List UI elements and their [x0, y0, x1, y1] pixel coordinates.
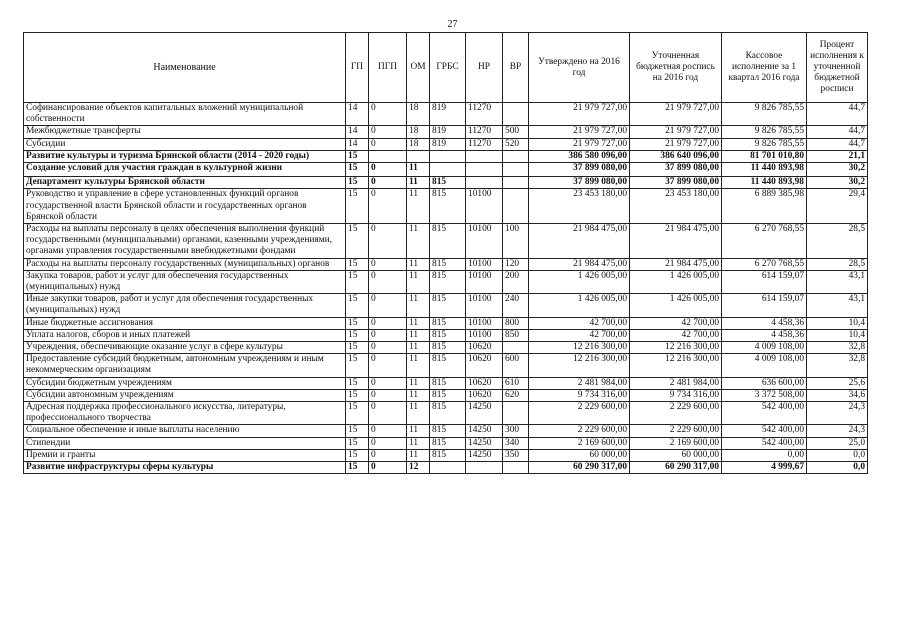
- cell-grbs: 815: [430, 224, 466, 259]
- table-row: [24, 462, 868, 474]
- cell-percent: 28,5: [807, 258, 868, 270]
- cell-ppgp: 0: [369, 317, 407, 329]
- table-row: [24, 189, 868, 224]
- cell-gp: 15: [346, 163, 369, 177]
- cell-vr: 500: [503, 126, 529, 138]
- cell-approved: 23 453 180,00: [529, 189, 630, 224]
- cell-cash: 6 270 768,55: [722, 224, 807, 259]
- cell-ppgp: 0: [369, 329, 407, 341]
- cell-percent: 10,4: [807, 317, 868, 329]
- cell-approved: 60 290 317,00: [529, 462, 630, 474]
- header-om: ОМ: [407, 33, 430, 103]
- cell-approved: 21 979 727,00: [529, 103, 630, 126]
- header-refined: Уточненная бюджетная роспись на 2016 год: [630, 33, 722, 103]
- cell-refined: 42 700,00: [630, 317, 722, 329]
- cell-cash: 9 826 785,55: [722, 103, 807, 126]
- table-row: [24, 270, 868, 293]
- cell-name: Предоставление субсидий бюджетным, автономным учреждениям и иным некоммерческим организациям: [24, 354, 346, 377]
- cell-np: 10100: [466, 329, 503, 341]
- cell-vr: [503, 150, 529, 162]
- cell-name: Развитие культуры и туризма Брянской области (2014 - 2020 годы): [24, 150, 346, 162]
- cell-name: Уплата налогов, сборов и иных платежей: [24, 329, 346, 341]
- cell-ppgp: 0: [369, 138, 407, 150]
- cell-vr: 350: [503, 449, 529, 461]
- cell-grbs: 815: [430, 258, 466, 270]
- cell-ppgp: 0: [369, 402, 407, 425]
- cell-cash: 542 400,00: [722, 402, 807, 425]
- cell-np: 14250: [466, 425, 503, 437]
- cell-percent: 44,7: [807, 138, 868, 150]
- cell-om: 11: [407, 258, 430, 270]
- cell-grbs: 819: [430, 103, 466, 126]
- table-row: [24, 389, 868, 401]
- cell-vr: 800: [503, 317, 529, 329]
- cell-om: 18: [407, 138, 430, 150]
- cell-percent: 10,4: [807, 329, 868, 341]
- cell-cash: 0,00: [722, 449, 807, 461]
- cell-ppgp: 0: [369, 389, 407, 401]
- cell-np: 10100: [466, 224, 503, 259]
- cell-approved: 9 734 316,00: [529, 389, 630, 401]
- cell-name: Руководство и управление в сфере установленных функций органов государственной власти Брянской области и государственных органов Брянской области: [24, 189, 346, 224]
- table-row: [24, 329, 868, 341]
- header-row: [24, 33, 868, 103]
- cell-ppgp: 0: [369, 224, 407, 259]
- cell-cash: 6 270 768,55: [722, 258, 807, 270]
- cell-np: 11270: [466, 138, 503, 150]
- cell-grbs: 815: [430, 270, 466, 293]
- table-row: [24, 377, 868, 389]
- cell-name: Закупка товаров, работ и услуг для обеспечения государственных (муниципальных) нужд: [24, 270, 346, 293]
- cell-refined: 23 453 180,00: [630, 189, 722, 224]
- cell-gp: 15: [346, 294, 369, 317]
- cell-percent: 24,3: [807, 402, 868, 425]
- cell-percent: 44,7: [807, 103, 868, 126]
- cell-cash: 11 440 893,98: [722, 177, 807, 189]
- cell-percent: 0,0: [807, 462, 868, 474]
- cell-name: Межбюджетные трансферты: [24, 126, 346, 138]
- cell-name: Департамент культуры Брянской области: [24, 177, 346, 189]
- cell-gp: 15: [346, 224, 369, 259]
- cell-vr: [503, 163, 529, 177]
- cell-percent: 24,3: [807, 425, 868, 437]
- cell-gp: 15: [346, 425, 369, 437]
- cell-gp: 15: [346, 402, 369, 425]
- cell-gp: 14: [346, 126, 369, 138]
- cell-ppgp: 0: [369, 377, 407, 389]
- table-row: [24, 150, 868, 162]
- cell-percent: 29,4: [807, 189, 868, 224]
- cell-cash: 636 600,00: [722, 377, 807, 389]
- table-row: [24, 317, 868, 329]
- cell-approved: 37 899 080,00: [529, 163, 630, 177]
- cell-vr: 850: [503, 329, 529, 341]
- cell-om: 11: [407, 377, 430, 389]
- table-row: [24, 354, 868, 377]
- cell-vr: [503, 342, 529, 354]
- cell-refined: 2 481 984,00: [630, 377, 722, 389]
- cell-om: 11: [407, 402, 430, 425]
- cell-om: 18: [407, 103, 430, 126]
- cell-cash: 81 701 010,80: [722, 150, 807, 162]
- cell-name: Премии и гранты: [24, 449, 346, 461]
- cell-om: 12: [407, 462, 430, 474]
- cell-cash: 4 999,67: [722, 462, 807, 474]
- cell-name: Адресная поддержка профессионального искусства, литературы, профессионального творчества: [24, 402, 346, 425]
- cell-refined: 2 169 600,00: [630, 437, 722, 449]
- cell-approved: 2 481 984,00: [529, 377, 630, 389]
- cell-om: 11: [407, 437, 430, 449]
- cell-refined: 1 426 005,00: [630, 270, 722, 293]
- cell-cash: 614 159,07: [722, 294, 807, 317]
- cell-om: 11: [407, 163, 430, 177]
- cell-name: Иные бюджетные ассигнования: [24, 317, 346, 329]
- cell-gp: 15: [346, 462, 369, 474]
- table-row: [24, 138, 868, 150]
- cell-refined: 21 979 727,00: [630, 138, 722, 150]
- header-gp: ГП: [346, 33, 369, 103]
- cell-grbs: 815: [430, 342, 466, 354]
- cell-percent: 34,6: [807, 389, 868, 401]
- header-approved: Утверждено на 2016 год: [529, 33, 630, 103]
- cell-ppgp: 0: [369, 449, 407, 461]
- cell-cash: 4 009 108,00: [722, 342, 807, 354]
- cell-om: 11: [407, 342, 430, 354]
- cell-om: 18: [407, 126, 430, 138]
- cell-vr: 300: [503, 425, 529, 437]
- cell-grbs: 819: [430, 126, 466, 138]
- cell-vr: 200: [503, 270, 529, 293]
- table-row: [24, 103, 868, 126]
- cell-grbs: 815: [430, 402, 466, 425]
- cell-refined: 12 216 300,00: [630, 342, 722, 354]
- cell-ppgp: 0: [369, 189, 407, 224]
- cell-om: 11: [407, 449, 430, 461]
- cell-grbs: 815: [430, 437, 466, 449]
- table-row: [24, 342, 868, 354]
- cell-approved: 21 984 475,00: [529, 224, 630, 259]
- cell-vr: 620: [503, 389, 529, 401]
- table-row: [24, 449, 868, 461]
- cell-grbs: [430, 150, 466, 162]
- cell-grbs: 815: [430, 389, 466, 401]
- budget-table: [23, 32, 868, 474]
- cell-percent: 0,0: [807, 449, 868, 461]
- cell-np: [466, 177, 503, 189]
- cell-vr: 520: [503, 138, 529, 150]
- cell-gp: 15: [346, 270, 369, 293]
- cell-np: 10100: [466, 258, 503, 270]
- cell-vr: 100: [503, 224, 529, 259]
- cell-percent: 21,1: [807, 150, 868, 162]
- cell-om: 11: [407, 354, 430, 377]
- cell-grbs: 815: [430, 189, 466, 224]
- cell-np: 11270: [466, 126, 503, 138]
- cell-ppgp: 0: [369, 425, 407, 437]
- cell-grbs: 815: [430, 177, 466, 189]
- cell-refined: 2 229 600,00: [630, 402, 722, 425]
- cell-cash: 9 826 785,55: [722, 126, 807, 138]
- table-row: [24, 126, 868, 138]
- cell-refined: 60 000,00: [630, 449, 722, 461]
- cell-ppgp: 0: [369, 354, 407, 377]
- cell-approved: 21 979 727,00: [529, 126, 630, 138]
- cell-cash: 6 889 385,98: [722, 189, 807, 224]
- cell-refined: 60 290 317,00: [630, 462, 722, 474]
- cell-np: [466, 462, 503, 474]
- cell-grbs: 815: [430, 425, 466, 437]
- table-header: [24, 33, 868, 103]
- cell-gp: 15: [346, 258, 369, 270]
- cell-cash: 9 826 785,55: [722, 138, 807, 150]
- cell-percent: 28,5: [807, 224, 868, 259]
- cell-om: 11: [407, 317, 430, 329]
- cell-name: Создание условий для участия граждан в культурной жизни: [24, 163, 346, 177]
- header-name: Наименование: [24, 33, 346, 103]
- cell-name: Иные закупки товаров, работ и услуг для обеспечения государственных (муниципальных) нужд: [24, 294, 346, 317]
- cell-gp: 15: [346, 449, 369, 461]
- header-percent: Процент исполнения к уточненной бюджетной росписи: [807, 33, 868, 103]
- cell-vr: 600: [503, 354, 529, 377]
- cell-gp: 15: [346, 317, 369, 329]
- cell-percent: 44,7: [807, 126, 868, 138]
- cell-np: 14250: [466, 402, 503, 425]
- cell-gp: 15: [346, 329, 369, 341]
- header-ppgp: ПГП: [369, 33, 407, 103]
- cell-percent: 32,8: [807, 342, 868, 354]
- cell-om: 11: [407, 224, 430, 259]
- cell-ppgp: 0: [369, 177, 407, 189]
- cell-approved: 12 216 300,00: [529, 354, 630, 377]
- cell-np: 10620: [466, 389, 503, 401]
- cell-grbs: 815: [430, 377, 466, 389]
- cell-percent: 43,1: [807, 294, 868, 317]
- cell-approved: 386 580 096,00: [529, 150, 630, 162]
- cell-np: 14250: [466, 449, 503, 461]
- cell-cash: 11 440 893,98: [722, 163, 807, 177]
- cell-gp: 14: [346, 103, 369, 126]
- cell-refined: 42 700,00: [630, 329, 722, 341]
- cell-gp: 14: [346, 138, 369, 150]
- cell-om: 11: [407, 177, 430, 189]
- cell-approved: 12 216 300,00: [529, 342, 630, 354]
- cell-name: Развитие инфраструктуры сферы культуры: [24, 462, 346, 474]
- cell-np: 10620: [466, 342, 503, 354]
- header-vr: ВР: [503, 33, 529, 103]
- cell-approved: 21 984 475,00: [529, 258, 630, 270]
- table-body: [24, 103, 868, 474]
- cell-ppgp: 0: [369, 103, 407, 126]
- cell-ppgp: 0: [369, 163, 407, 177]
- cell-approved: 42 700,00: [529, 329, 630, 341]
- header-np: НР: [466, 33, 503, 103]
- cell-name: Расходы на выплаты персоналу государственных (муниципальных) органов: [24, 258, 346, 270]
- cell-approved: 2 169 600,00: [529, 437, 630, 449]
- cell-refined: 21 984 475,00: [630, 224, 722, 259]
- cell-np: 10100: [466, 317, 503, 329]
- cell-ppgp: 0: [369, 126, 407, 138]
- cell-gp: 15: [346, 437, 369, 449]
- table-row: [24, 402, 868, 425]
- cell-vr: [503, 402, 529, 425]
- table-row: [24, 437, 868, 449]
- cell-approved: 21 979 727,00: [529, 138, 630, 150]
- cell-refined: 37 899 080,00: [630, 177, 722, 189]
- cell-vr: [503, 462, 529, 474]
- cell-refined: 9 734 316,00: [630, 389, 722, 401]
- cell-refined: 21 979 727,00: [630, 126, 722, 138]
- cell-om: 11: [407, 189, 430, 224]
- cell-cash: 4 009 108,00: [722, 354, 807, 377]
- cell-om: 11: [407, 425, 430, 437]
- header-cash: Кассовое исполнение за 1 квартал 2016 года: [722, 33, 807, 103]
- cell-gp: 15: [346, 389, 369, 401]
- cell-refined: 21 979 727,00: [630, 103, 722, 126]
- cell-ppgp: 0: [369, 258, 407, 270]
- cell-ppgp: 0: [369, 294, 407, 317]
- cell-np: [466, 150, 503, 162]
- cell-refined: 21 984 475,00: [630, 258, 722, 270]
- cell-refined: 12 216 300,00: [630, 354, 722, 377]
- cell-ppgp: 0: [369, 342, 407, 354]
- cell-np: 10100: [466, 189, 503, 224]
- cell-approved: 37 899 080,00: [529, 177, 630, 189]
- cell-vr: [503, 103, 529, 126]
- cell-grbs: 815: [430, 449, 466, 461]
- cell-grbs: 819: [430, 138, 466, 150]
- cell-name: Софинансирование объектов капитальных вложений муниципальной собственности: [24, 103, 346, 126]
- header-grbs: ГРБС: [430, 33, 466, 103]
- cell-np: 10100: [466, 270, 503, 293]
- cell-om: 11: [407, 329, 430, 341]
- cell-approved: 60 000,00: [529, 449, 630, 461]
- cell-np: 10620: [466, 354, 503, 377]
- cell-ppgp: [369, 150, 407, 162]
- cell-percent: 25,6: [807, 377, 868, 389]
- table-row: [24, 425, 868, 437]
- table-row: [24, 177, 868, 189]
- cell-cash: 4 458,36: [722, 329, 807, 341]
- cell-ppgp: 0: [369, 270, 407, 293]
- page-number: 27: [447, 19, 458, 30]
- cell-name: Субсидии бюджетным учреждениям: [24, 377, 346, 389]
- cell-approved: 1 426 005,00: [529, 270, 630, 293]
- table-row: [24, 258, 868, 270]
- cell-om: [407, 150, 430, 162]
- cell-vr: 340: [503, 437, 529, 449]
- cell-percent: 25,0: [807, 437, 868, 449]
- cell-ppgp: 0: [369, 462, 407, 474]
- cell-grbs: 815: [430, 329, 466, 341]
- cell-vr: 240: [503, 294, 529, 317]
- cell-np: 11270: [466, 103, 503, 126]
- cell-approved: 2 229 600,00: [529, 425, 630, 437]
- cell-grbs: [430, 163, 466, 177]
- table-row: [24, 163, 868, 177]
- table-row: [24, 294, 868, 317]
- cell-ppgp: 0: [369, 437, 407, 449]
- cell-vr: 120: [503, 258, 529, 270]
- cell-name: Стипендии: [24, 437, 346, 449]
- cell-cash: 614 159,07: [722, 270, 807, 293]
- cell-gp: 15: [346, 189, 369, 224]
- cell-vr: [503, 189, 529, 224]
- cell-approved: 2 229 600,00: [529, 402, 630, 425]
- cell-cash: 3 372 508,00: [722, 389, 807, 401]
- cell-np: 10620: [466, 377, 503, 389]
- cell-percent: 43,1: [807, 270, 868, 293]
- cell-om: 11: [407, 389, 430, 401]
- table-row: [24, 224, 868, 259]
- cell-percent: 30,2: [807, 163, 868, 177]
- cell-gp: 15: [346, 377, 369, 389]
- cell-refined: 386 640 096,00: [630, 150, 722, 162]
- cell-refined: 2 229 600,00: [630, 425, 722, 437]
- cell-gp: 15: [346, 354, 369, 377]
- cell-om: 11: [407, 294, 430, 317]
- cell-percent: 30,2: [807, 177, 868, 189]
- cell-name: Расходы на выплаты персоналу в целях обеспечения выполнения функций государственными (муниципальными) органами, казенными учреждениями, органами управления государственными внебюджетными фондами: [24, 224, 346, 259]
- cell-vr: [503, 177, 529, 189]
- cell-grbs: 815: [430, 354, 466, 377]
- cell-refined: 1 426 005,00: [630, 294, 722, 317]
- cell-name: Социальное обеспечение и иные выплаты населению: [24, 425, 346, 437]
- cell-name: Субсидии автономным учреждениям: [24, 389, 346, 401]
- cell-np: [466, 163, 503, 177]
- cell-gp: 15: [346, 177, 369, 189]
- cell-om: 11: [407, 270, 430, 293]
- cell-cash: 542 400,00: [722, 425, 807, 437]
- cell-vr: 610: [503, 377, 529, 389]
- cell-gp: 15: [346, 150, 369, 162]
- cell-approved: 42 700,00: [529, 317, 630, 329]
- cell-grbs: 815: [430, 294, 466, 317]
- cell-approved: 1 426 005,00: [529, 294, 630, 317]
- cell-name: Учреждения, обеспечивающие оказание услуг в сфере культуры: [24, 342, 346, 354]
- cell-cash: 4 458,36: [722, 317, 807, 329]
- cell-grbs: 815: [430, 317, 466, 329]
- cell-np: 10100: [466, 294, 503, 317]
- cell-np: 14250: [466, 437, 503, 449]
- cell-gp: 15: [346, 342, 369, 354]
- cell-grbs: [430, 462, 466, 474]
- cell-cash: 542 400,00: [722, 437, 807, 449]
- cell-name: Субсидии: [24, 138, 346, 150]
- cell-refined: 37 899 080,00: [630, 163, 722, 177]
- cell-percent: 32,8: [807, 354, 868, 377]
